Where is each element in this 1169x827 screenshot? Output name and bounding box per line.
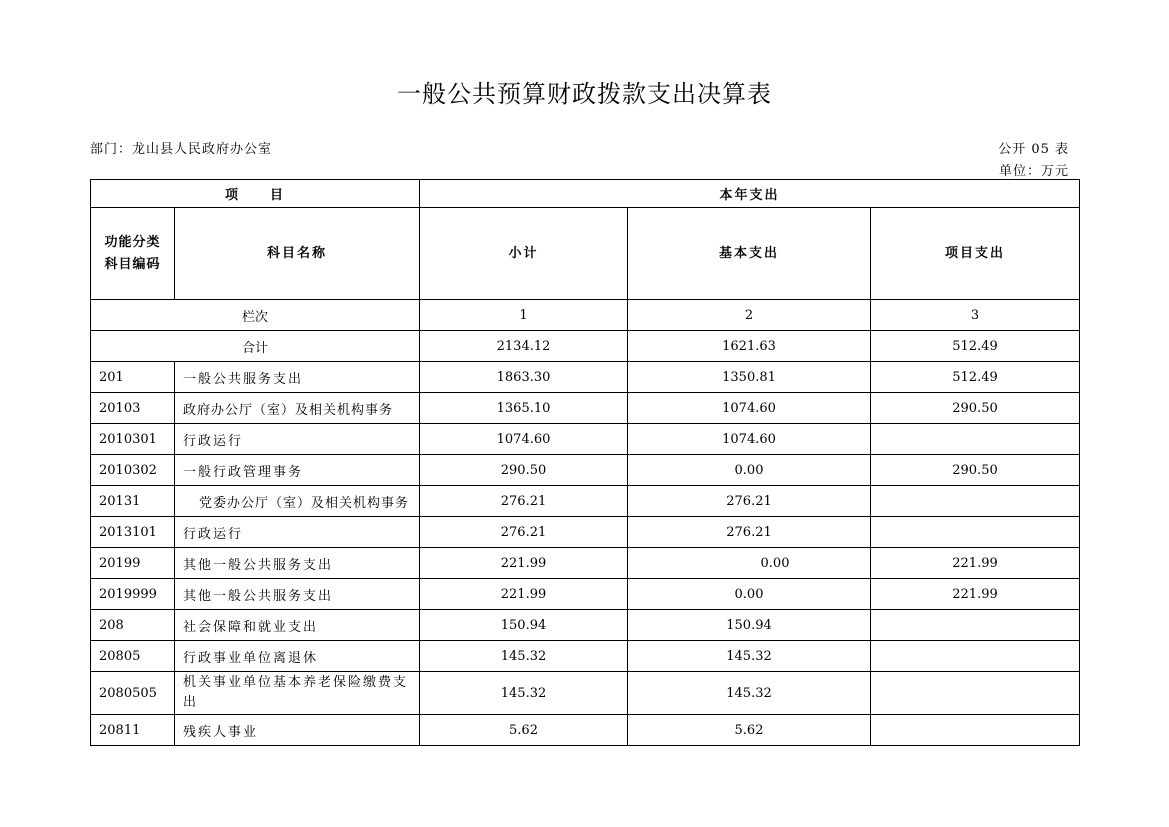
total-basic: 1621.63 [628,331,871,362]
row-subtotal: 1074.60 [420,424,628,455]
row-basic: 145.32 [628,672,871,715]
row-code: 208 [91,610,175,641]
row-code: 20103 [91,393,175,424]
row-code: 201 [91,362,175,393]
row-code: 20811 [91,715,175,746]
row-code: 2010302 [91,455,175,486]
table-row [91,579,1080,610]
row-project: 512.49 [871,362,1080,393]
header-basic: 基本支出 [628,208,871,300]
page-title: 一般公共预算财政拨款支出决算表 [397,80,772,108]
header-subtotal: 小计 [420,208,628,300]
total-row [91,331,1080,362]
row-name: 其他一般公共服务支出 [175,548,420,579]
column-number-2: 2 [628,300,871,331]
column-number-row [91,300,1080,331]
column-number-1: 1 [420,300,628,331]
row-project [871,486,1080,517]
row-basic: 276.21 [628,517,871,548]
row-name: 机关事业单位基本养老保险缴费支出 [175,672,420,715]
total-label: 合计 [91,331,420,362]
row-subtotal: 276.21 [420,517,628,548]
row-code: 2010301 [91,424,175,455]
row-project [871,715,1080,746]
row-basic: 150.94 [628,610,871,641]
row-name: 政府办公厅（室）及相关机构事务 [175,393,420,424]
total-project: 512.49 [871,331,1080,362]
header-this-year: 本年支出 [420,180,1080,208]
total-subtotal: 2134.12 [420,331,628,362]
row-name: 残疾人事业 [175,715,420,746]
row-basic: 5.62 [628,715,871,746]
row-name: 社会保障和就业支出 [175,610,420,641]
row-basic: 276.21 [628,486,871,517]
row-subtotal: 150.94 [420,610,628,641]
column-number-label: 栏次 [91,300,420,331]
row-basic: 0.00 [628,548,871,579]
table-number: 公开 05 表 [998,142,1069,157]
table-row [91,486,1080,517]
table-row [91,424,1080,455]
table-row [91,715,1080,746]
row-basic: 0.00 [628,579,871,610]
header-project: 项目支出 [871,208,1080,300]
row-project [871,424,1080,455]
header-row-2 [91,208,1080,300]
row-name: 行政运行 [175,424,420,455]
row-code: 2019999 [91,579,175,610]
row-basic: 1074.60 [628,424,871,455]
row-code: 20805 [91,641,175,672]
row-project: 290.50 [871,393,1080,424]
header-name: 科目名称 [175,208,420,300]
row-name: 一般公共服务支出 [175,362,420,393]
department-label: 部门：龙山县人民政府办公室 [90,142,273,157]
row-code: 2013101 [91,517,175,548]
row-project [871,672,1080,715]
row-code: 2080505 [91,672,175,715]
row-code: 20199 [91,548,175,579]
row-subtotal: 5.62 [420,715,628,746]
unit-label: 单位：万元 [998,164,1069,179]
table-row [91,517,1080,548]
row-name: 一般行政管理事务 [175,455,420,486]
row-name: 其他一般公共服务支出 [175,579,420,610]
row-basic: 1350.81 [628,362,871,393]
row-subtotal: 221.99 [420,548,628,579]
expenditure-table [90,179,1080,746]
row-project: 221.99 [871,548,1080,579]
row-subtotal: 276.21 [420,486,628,517]
row-name: 行政事业单位离退休 [175,641,420,672]
row-project [871,641,1080,672]
row-project: 221.99 [871,579,1080,610]
row-project [871,610,1080,641]
row-name: 行政运行 [175,517,420,548]
table-row [91,672,1080,715]
table-row [91,641,1080,672]
header-item: 项 目 [91,180,420,208]
table-row [91,362,1080,393]
table-row [91,548,1080,579]
row-name: 党委办公厅（室）及相关机构事务 [175,486,420,517]
row-basic: 0.00 [628,455,871,486]
row-project [871,517,1080,548]
row-subtotal: 290.50 [420,455,628,486]
row-project: 290.50 [871,455,1080,486]
row-basic: 145.32 [628,641,871,672]
table-row [91,610,1080,641]
row-subtotal: 145.32 [420,641,628,672]
row-subtotal: 145.32 [420,672,628,715]
row-subtotal: 1863.30 [420,362,628,393]
table-row [91,455,1080,486]
row-subtotal: 1365.10 [420,393,628,424]
column-number-3: 3 [871,300,1080,331]
header-row-1 [91,180,1080,208]
row-basic: 1074.60 [628,393,871,424]
row-code: 20131 [91,486,175,517]
header-code: 功能分类 科目编码 [91,208,175,300]
table-row [91,393,1080,424]
row-subtotal: 221.99 [420,579,628,610]
